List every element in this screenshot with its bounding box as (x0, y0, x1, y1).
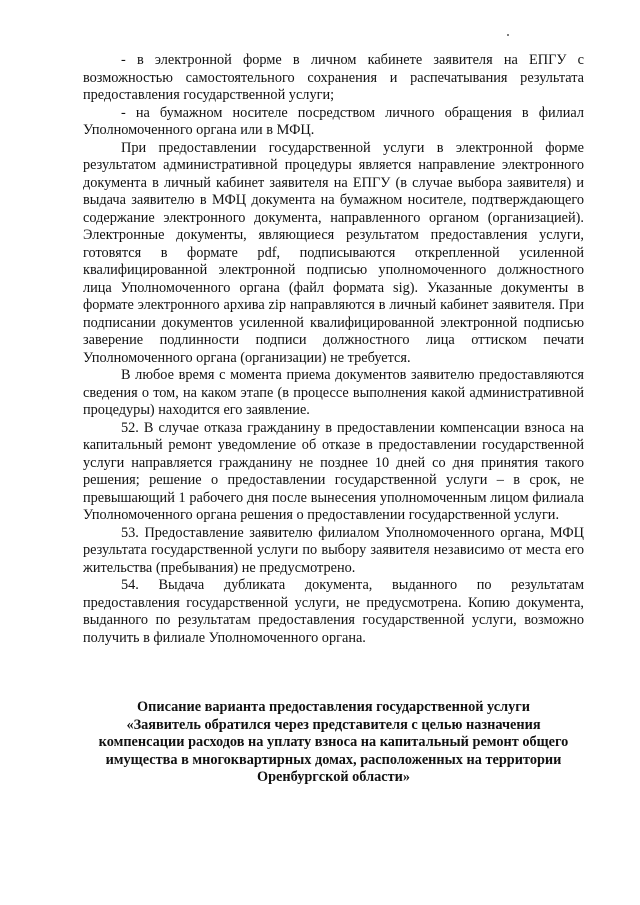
paragraph-status-info: В любое время с момента приема документов заявителю предоставляются сведения о том, на каком этапе (в процессе выполнения какой административной процедуры) находится его заявление. (83, 367, 584, 418)
paragraph-54: 54. Выдача дубликата документа, выданного по результатам предоставления государственной услуги, не предусмотрена. Копию документа, выданного по результатам предоставления государственной услуги, возможно получить в филиале Уполномоченного органа. (83, 577, 584, 646)
paragraph-electronic-result: При предоставлении государственной услуги в электронной форме результатом административной процедуры является направление электронного документа в личный кабинет заявителя на ЕПГУ (в случае выбора заявителя) и выдача заявителю в МФЦ документа на бумажном носителе, подтверждающего содержание электронного документа, направленного органом (организацией). Электронные документы, являющиеся результатом предоставления услуги, готовятся в формате pdf, подписываются открепленной усиленной квалифицированной электронной подписью уполномоченного должностного лица Уполномоченного органа (файл формата sig). Указанные документы в формате электронного архива zip направляются в личный кабинет заявителя. При подписании документов усиленной квалифицированной электронной подписью заверение подлинности подписи должностного лица оттиском печати Уполномоченного органа (организации) не требуется. (83, 139, 584, 366)
heading-line: «Заявитель обратился через представителя с целью назначения (126, 716, 541, 733)
heading-line: Оренбургской области» (256, 769, 411, 785)
paragraph-53: 53. Предоставление заявителю филиалом Уполномоченного органа, МФЦ результата государственной услуги по выбору заявителя независимо от места его жительства (пребывания) не предусмотрено. (83, 524, 584, 576)
paragraph-paper-option: - на бумажном носителе посредством личного обращения в филиал Уполномоченного органа или в МФЦ. (83, 104, 584, 138)
heading-line: Описание варианта предоставления государственной услуги (137, 699, 530, 715)
section-heading (83, 699, 584, 787)
scan-speck (507, 34, 509, 36)
heading-line: компенсации расходов на уплату взноса на капитальный ремонт общего (98, 734, 569, 750)
paragraph-52: 52. В случае отказа гражданину в предоставлении компенсации взноса на капитальный ремонт уведомление об отказе в предоставлении государственной услуги направляется гражданину не позднее 10 дней со дня принятия такого решения; решение о предоставлении государственной услуги – в срок, не превышающий 1 рабочего дня после вынесения уполномоченным лицом филиала Уполномоченного органа решения о предоставлении государственной услуги. (83, 419, 584, 523)
paragraph-epgu-option: - в электронной форме в личном кабинете заявителя на ЕПГУ с возможностью самостоятельного сохранения и распечатывания результата предоставления государственной услуги; (83, 52, 584, 103)
heading-line: имущества в многоквартирных домах, расположенных на территории (105, 751, 562, 768)
body-text (83, 52, 584, 647)
